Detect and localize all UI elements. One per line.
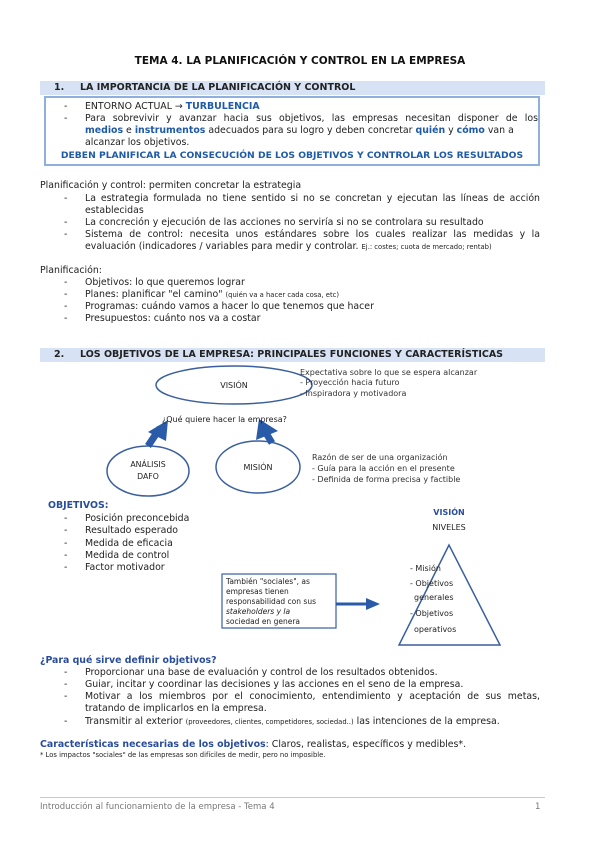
bullet-dash: -: [64, 113, 68, 124]
plan-bullet-3: Programas: cuándo vamos a hacer lo que tenemos que hacer: [85, 301, 374, 312]
objetivo-item: Factor motivador: [85, 562, 165, 573]
bullet-dash: -: [64, 691, 68, 702]
vision-note-2: - Proyección hacia futuro: [300, 378, 400, 387]
vision-note-3: - Inspiradora y motivadora: [300, 389, 407, 398]
mision-label: MISIÓN: [243, 463, 273, 472]
pyramid-level-2b: generales: [414, 593, 454, 602]
plan-bullet-2: Planes: planificar "el camino" (quién va a hacer cada cosa, etc): [85, 289, 340, 300]
caracteristicas: Características necesarias de los objetivos: Claros, realistas, específicos y medibles*.: [40, 739, 467, 750]
objetivo-item: Medida de eficacia: [85, 538, 173, 549]
pc-bullet-3-line-2: evaluación (indicadores / variables para medir y controlar. Ej.: costes; cuota de mercado; rentab): [85, 241, 492, 252]
box-bullet-2-line-3: alcanzar los objetivos.: [85, 137, 190, 148]
bullet-dash: -: [64, 193, 68, 204]
bullet-dash: -: [64, 101, 68, 112]
objetivo-item: Posición preconcebida: [85, 513, 190, 524]
pc-bullet-1-line-1: La estrategia formulada no tiene sentido si no se concretan y ejecutan las líneas de acción: [85, 193, 540, 204]
social-note-3: responsabilidad con sus: [226, 597, 316, 606]
objetivos-title: OBJETIVOS:: [48, 500, 109, 511]
pc-bullet-3-line-1: Sistema de control: necesita unos estándares sobre los cuales realizar las medidas y la: [85, 229, 540, 240]
para-bullet-3-line-1: Motivar a los miembros por el conocimiento, entendimiento y aceptación de sus metas,: [85, 691, 540, 702]
arrow-social-icon: [336, 598, 380, 610]
footer-divider: [40, 797, 545, 798]
social-note-5: sociedad en genera: [226, 617, 300, 626]
bullet-dash: -: [64, 679, 68, 690]
social-note-2: empresas tienen: [226, 587, 289, 596]
para-title: ¿Para qué sirve definir objetivos?: [40, 655, 217, 666]
section-2-title: LOS OBJETIVOS DE LA EMPRESA: PRINCIPALES FUNCIONES Y CARACTERÍSTICAS: [80, 349, 504, 360]
vision-note-1: Expectativa sobre lo que se espera alcanzar: [300, 368, 478, 377]
footer-text: Introducción al funcionamiento de la empresa - Tema 4: [40, 802, 275, 812]
para-bullet-3-line-2: tratando de implicarlos en la empresa.: [85, 703, 267, 714]
bullet-dash: -: [64, 525, 68, 536]
document-title: TEMA 4. LA PLANIFICACIÓN Y CONTROL EN LA EMPRESA: [134, 55, 466, 67]
bullet-dash: -: [64, 289, 68, 300]
bullet-dash: -: [64, 667, 68, 678]
objetivo-item: Resultado esperado: [85, 525, 179, 536]
box-bullet-2-line-1: Para sobrevivir y avanzar hacia sus objetivos, las empresas necesitan disponer de los: [85, 113, 538, 124]
bullet-dash: -: [64, 550, 68, 561]
pyramid-level-2a: - Objetivos: [410, 579, 454, 588]
social-note-4: stakeholders y la: [226, 607, 291, 616]
bullet-dash: -: [64, 513, 68, 524]
section-1-title: LA IMPORTANCIA DE LA PLANIFICACIÓN Y CONTROL: [80, 82, 356, 93]
pyramid-level-3a: - Objetivos: [410, 609, 454, 618]
bullet-dash: -: [64, 716, 68, 727]
mision-note-3: - Definida de forma precisa y factible: [312, 475, 461, 484]
pc-bullet-1-line-2: establecidas: [85, 205, 144, 216]
section-1-number: 1.: [54, 82, 65, 93]
objetivo-item: Medida de control: [85, 550, 170, 561]
bullet-dash: -: [64, 277, 68, 288]
para-bullet-1: Proporcionar una base de evaluación y control de los resultados obtenidos.: [85, 667, 438, 678]
page-number: 1: [535, 802, 541, 812]
bullet-dash: -: [64, 313, 68, 324]
pyramid-level-3b: operativos: [414, 625, 457, 634]
mision-note-1: Razón de ser de una organización: [312, 453, 448, 462]
bullet-dash: -: [64, 538, 68, 549]
pc-bullet-2: La concreción y ejecución de las acciones no serviría si no se controlara su resultado: [85, 217, 484, 228]
box-conclusion: DEBEN PLANIFICAR LA CONSECUCIÓN DE LOS OBJETIVOS Y CONTROLAR LOS RESULTADOS: [60, 150, 524, 161]
vision-label: VISIÓN: [220, 381, 248, 390]
diagram-question: ¿Qué quiere hacer la empresa?: [162, 415, 287, 424]
bullet-dash: -: [64, 301, 68, 312]
bullet-dash: -: [64, 217, 68, 228]
box-bullet-2-line-2: medios e instrumentos adecuados para su logro y deben concretar quién y cómo van a: [85, 125, 514, 136]
analisis-label-2: DAFO: [137, 472, 159, 481]
para-bullet-4: Transmitir al exterior (proveedores, clientes, competidores, sociedad..) las intenciones de la empresa.: [85, 716, 500, 727]
pc-intro: Planificación y control: permiten concretar la estrategia: [40, 180, 302, 191]
pyramid-niveles-label: NIVELES: [432, 523, 466, 532]
pyramid-level-1: - Misión: [410, 564, 441, 573]
bullet-dash: -: [64, 229, 68, 240]
pyramid-top-label: VISIÓN: [433, 508, 465, 517]
analisis-label-1: ANÁLISIS: [130, 460, 166, 469]
section-2-number: 2.: [54, 349, 65, 360]
plan-bullet-4: Presupuestos: cuánto nos va a costar: [85, 313, 261, 324]
bullet-dash: -: [64, 562, 68, 573]
footnote: * Los impactos "sociales" de las empresas son difíciles de medir, pero no imposible.: [40, 751, 326, 759]
box-bullet-1: ENTORNO ACTUAL → TURBULENCIA: [85, 101, 260, 112]
para-bullet-2: Guiar, incitar y coordinar las decisiones y las acciones en el seno de la empresa.: [85, 679, 464, 690]
plan-intro: Planificación:: [40, 265, 102, 276]
plan-bullet-1: Objetivos: lo que queremos lograr: [85, 277, 245, 288]
social-note-1: También "sociales", as: [226, 577, 310, 586]
mision-note-2: - Guía para la acción en el presente: [312, 464, 455, 473]
